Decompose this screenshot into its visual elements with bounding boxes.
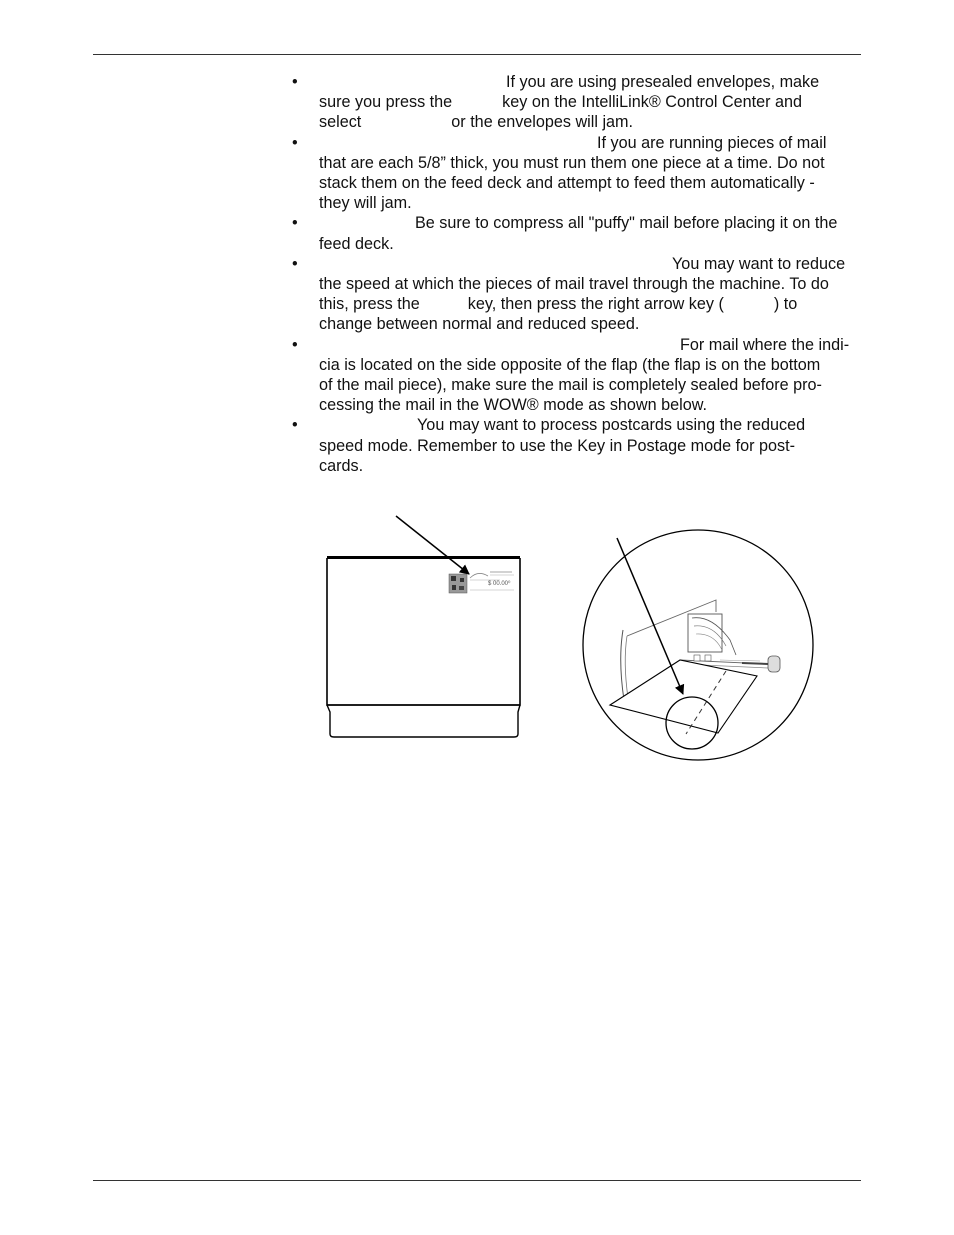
text-line: the speed at which the pieces of mail travel through the machine. To do <box>319 275 829 294</box>
text-line: that are each 5/8” thick, you must run them one piece at a time. Do not <box>319 153 825 172</box>
text-line: they will jam. <box>319 194 412 213</box>
text-line: feed deck. <box>319 234 394 253</box>
text-line: You may want to process postcards using the reduced <box>417 416 806 435</box>
text-line: this, press the key, then press the right arrow key ( ) to <box>319 295 798 314</box>
text-line: select or the envelopes will jam. <box>319 113 634 132</box>
text-line: of the mail piece), make sure the mail is completely sealed before pro- <box>319 376 822 395</box>
feeder-detail-illustration <box>583 530 813 760</box>
text-line: speed mode. Remember to use the Key in Postage mode for post- <box>319 436 795 455</box>
bullet-marker: • <box>292 214 298 233</box>
bullet-marker: • <box>292 254 298 273</box>
text-line: cards. <box>319 456 364 475</box>
text-line: If you are running pieces of mail <box>597 133 827 152</box>
text-line: For mail where the indi- <box>680 335 850 354</box>
text-line: Be sure to compress all "puffy" mail before placing it on the <box>415 214 838 233</box>
text-line: cessing the mail in the WOW® mode as shown below. <box>319 396 708 415</box>
indicia-amount: $ 00.00⁰ <box>488 581 511 587</box>
text-line: stack them on the feed deck and attempt to feed them automatically - <box>319 174 815 193</box>
indicia-mark <box>449 572 514 593</box>
text-line: If you are using presealed envelopes, make <box>506 73 820 91</box>
text-line: sure you press the key on the IntelliLink® Control Center and <box>319 93 803 112</box>
text-line: change between normal and reduced speed. <box>319 315 640 334</box>
footer-rule <box>93 1180 861 1181</box>
text-line: cia is located on the side opposite of the flap (the flap is on the bottom <box>319 355 821 374</box>
text-line: You may want to reduce <box>672 254 846 273</box>
bullet-marker: • <box>292 133 298 152</box>
indicia-pointer-arrow <box>396 516 469 574</box>
bullet-marker: • <box>292 416 298 435</box>
bullet-marker: • <box>292 335 298 354</box>
bullet-marker: • <box>292 73 298 91</box>
